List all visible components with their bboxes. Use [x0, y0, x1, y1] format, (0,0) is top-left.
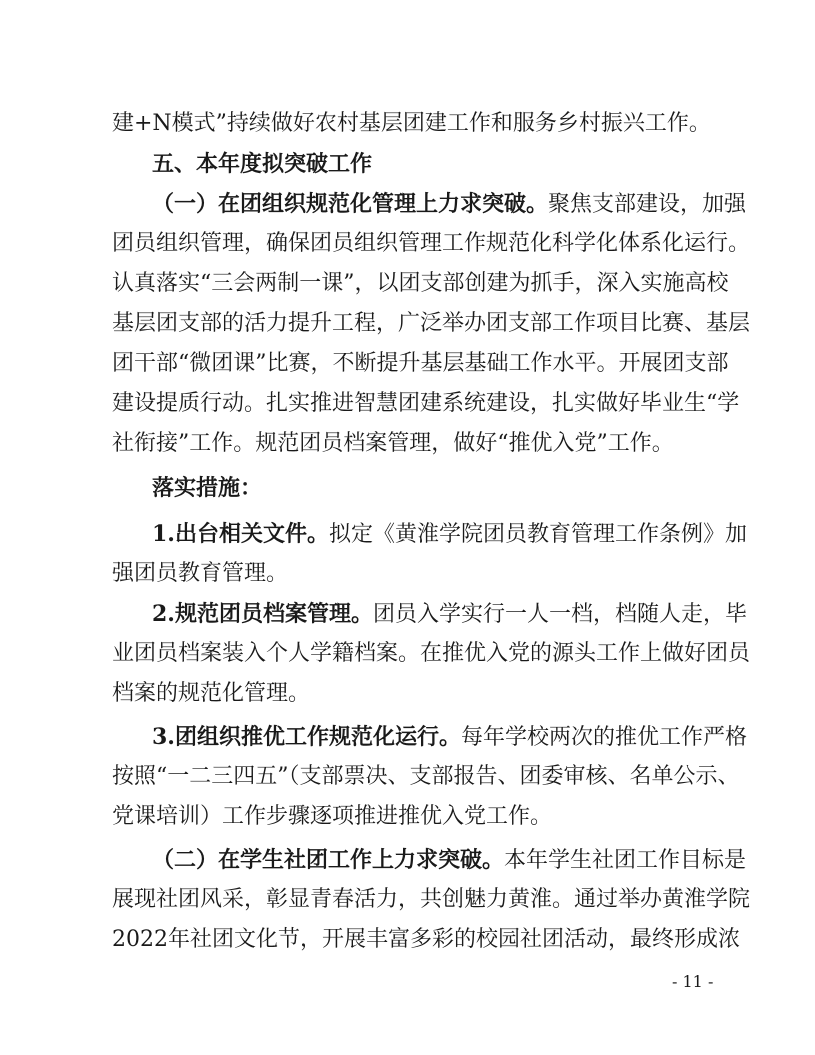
bold-lead: 3.团组织推优工作规范化运行。	[152, 724, 461, 750]
text-line	[112, 230, 751, 258]
text-line	[112, 270, 729, 298]
text: 按照“一二三四五”（支部票决、支部报告、团委审核、名单公示、	[112, 764, 740, 789]
text: 业团员档案装入个人学籍档案。在推优入党的源头工作上做好团员	[112, 641, 751, 666]
heading-text: 五、本年度拟突破工作	[152, 152, 373, 177]
text-line	[112, 390, 740, 418]
text-line	[112, 763, 740, 791]
text-line	[112, 926, 740, 954]
measure-1	[152, 520, 747, 549]
text-line	[112, 310, 751, 338]
text-line	[112, 430, 712, 458]
text: 建+N模式”持续做好农村基层团建工作和服务乡村振兴工作。	[112, 111, 711, 136]
text: 建设提质行动。扎实推进智慧团建系统建设，扎实做好毕业生“学	[112, 391, 740, 416]
text-line	[112, 886, 751, 914]
text: 2022年社团文化节，开展丰富多彩的校园社团活动，最终形成浓	[112, 927, 740, 952]
text: 落实措施：	[152, 475, 263, 501]
text: 团员入学实行一人一档，档随人走，毕	[372, 602, 747, 627]
text: 团员组织管理，确保团员组织管理工作规范化科学化体系化运行。	[112, 231, 751, 256]
text: 本年学生社团工作目标是	[504, 848, 747, 873]
text: 展现社团风采，彰显青春活力，共创魅力黄淮。通过举办黄淮学院	[112, 887, 751, 912]
bold-lead: 2.规范团员档案管理。	[152, 601, 373, 627]
text: 团干部“微团课”比赛，不断提升基层基础工作水平。开展团支部	[112, 351, 729, 376]
measures-heading	[152, 474, 752, 502]
text: 档案的规范化管理。	[112, 681, 311, 706]
text: 党课培训）工作步骤逐项推进推优入党工作。	[112, 804, 553, 829]
text-line	[112, 640, 751, 668]
text: 强团员教育管理。	[112, 561, 289, 586]
text: 聚焦支部建设，加强	[548, 192, 747, 217]
measure-3	[152, 723, 747, 752]
text: 拟定《黄淮学院团员教育管理工作条例》加	[328, 522, 747, 547]
measure-2	[152, 600, 747, 629]
text: 认真落实“三会两制一课”，以团支部创建为抓手，深入实施高校	[112, 271, 729, 296]
text-line	[112, 110, 712, 138]
bold-lead: （一）在团组织规范化管理上力求突破。	[152, 191, 549, 217]
text: 每年学校两次的推优工作严格	[460, 725, 747, 750]
paragraph-1-first-line	[152, 190, 747, 219]
paragraph-2-first-line	[152, 846, 747, 875]
section-heading	[152, 151, 752, 179]
text-line	[112, 803, 712, 831]
text: 社衔接”工作。规范团员档案管理，做好“推优入党”工作。	[112, 431, 674, 456]
text-line	[112, 680, 712, 708]
text: 基层团支部的活力提升工程，广泛举办团支部工作项目比赛、基层	[112, 311, 751, 336]
bold-lead: （二）在学生社团工作上力求突破。	[152, 847, 505, 873]
text-line	[112, 350, 729, 378]
text-line	[112, 560, 712, 588]
page-number: - 11 -	[672, 972, 714, 991]
bold-lead: 1.出台相关文件。	[152, 521, 329, 547]
